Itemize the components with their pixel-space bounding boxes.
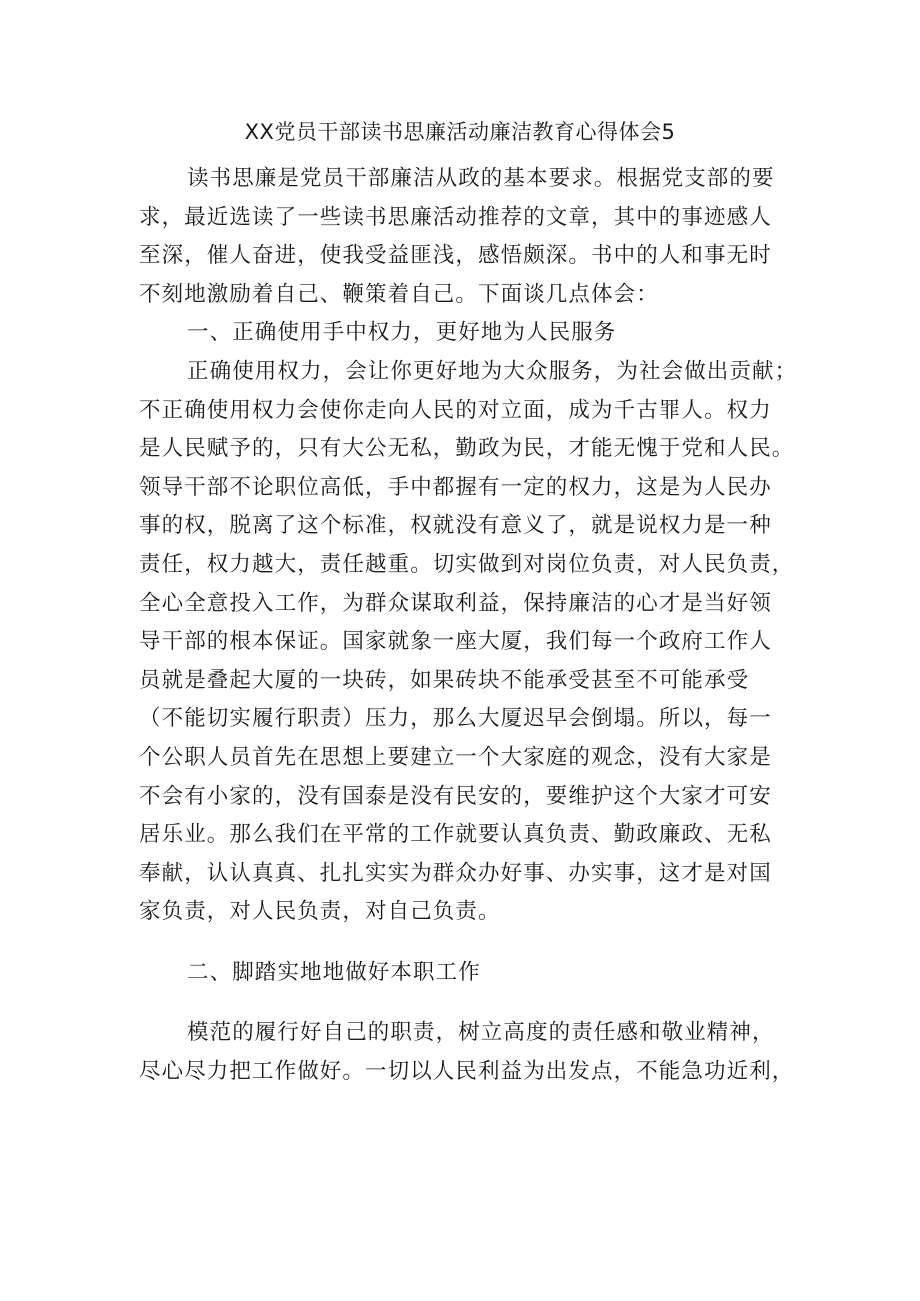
paragraph-line: 不会有小家的，没有国泰是没有民安的，要维护这个大家才可安 (139, 783, 772, 809)
document-title: XX党员干部读书思廉活动廉洁教育心得体会5 (244, 120, 676, 144)
paragraph-line: （不能切实履行职责）压力，那么大厦迟早会倒塌。所以，每一 (139, 706, 772, 732)
document-body (139, 160, 798, 1092)
paragraph-line: 导干部的根本保证。国家就象一座大厦，我们每一个政府工作人 (139, 629, 772, 655)
paragraph-gap (139, 992, 784, 1014)
paragraph-line: 事的权，脱离了这个标准，权就没有意义了，就是说权力是一种 (139, 513, 772, 539)
paragraph-line: 读书思廉是党员干部廉洁从政的基本要求。根据党支部的要 (187, 166, 775, 191)
paragraph-line: 个公职人员首先在思想上要建立一个大家庭的观念，没有大家是 (139, 744, 772, 770)
paragraph-line: 模范的履行好自己的职责，树立高度的责任感和敬业精神， (187, 1020, 775, 1046)
section-heading: 一、正确使用手中权力，更好地为人民服务 (187, 320, 617, 346)
paragraph-gap (139, 932, 784, 954)
paragraph-line: 不刻地激励着自己、鞭策着自己。下面谈几点体会： (139, 281, 659, 307)
paragraph-line: 员就是叠起大厦的一块砖，如果砖块不能承受甚至不可能承受 (139, 667, 750, 693)
paragraph-line: 至深，催人奋进，使我受益匪浅，感悟颇深。书中的人和事无时 (139, 243, 772, 269)
paragraph-line: 求，最近选读了一些读书思廉活动推荐的文章，其中的事迹感人 (139, 204, 772, 230)
paragraph-line: 尽心尽力把工作做好。一切以人民利益为出发点，不能急功近利， (139, 1059, 795, 1085)
paragraph-line: 家负责，对人民负责，对自己负责。 (139, 899, 501, 925)
paragraph-line: 领导干部不论职位高低，手中都握有一定的权力，这是为人民办 (139, 474, 772, 500)
paragraph-line: 不正确使用权力会使你走向人民的对立面，成为千古罪人。权力 (139, 397, 772, 423)
paragraph-line: 正确使用权力，会让你更好地为大众服务，为社会做出贡献； (187, 358, 798, 384)
paragraph-line: 是人民赋予的，只有大公无私，勤政为民，才能无愧于党和人民。 (139, 436, 795, 462)
paragraph-line: 居乐业。那么我们在平常的工作就要认真负责、勤政廉政、无私 (139, 822, 772, 848)
paragraph-line: 奉献，认认真真、扎扎实实为群众办好事、办实事，这才是对国 (139, 860, 772, 886)
paragraph-line: 全心全意投入工作，为群众谋取利益，保持廉洁的心才是当好领 (139, 590, 772, 616)
paragraph-line: 责任，权力越大，责任越重。切实做到对岗位负责，对人民负责， (139, 551, 795, 577)
section-heading: 二、脚踏实地地做好本职工作 (187, 959, 481, 985)
